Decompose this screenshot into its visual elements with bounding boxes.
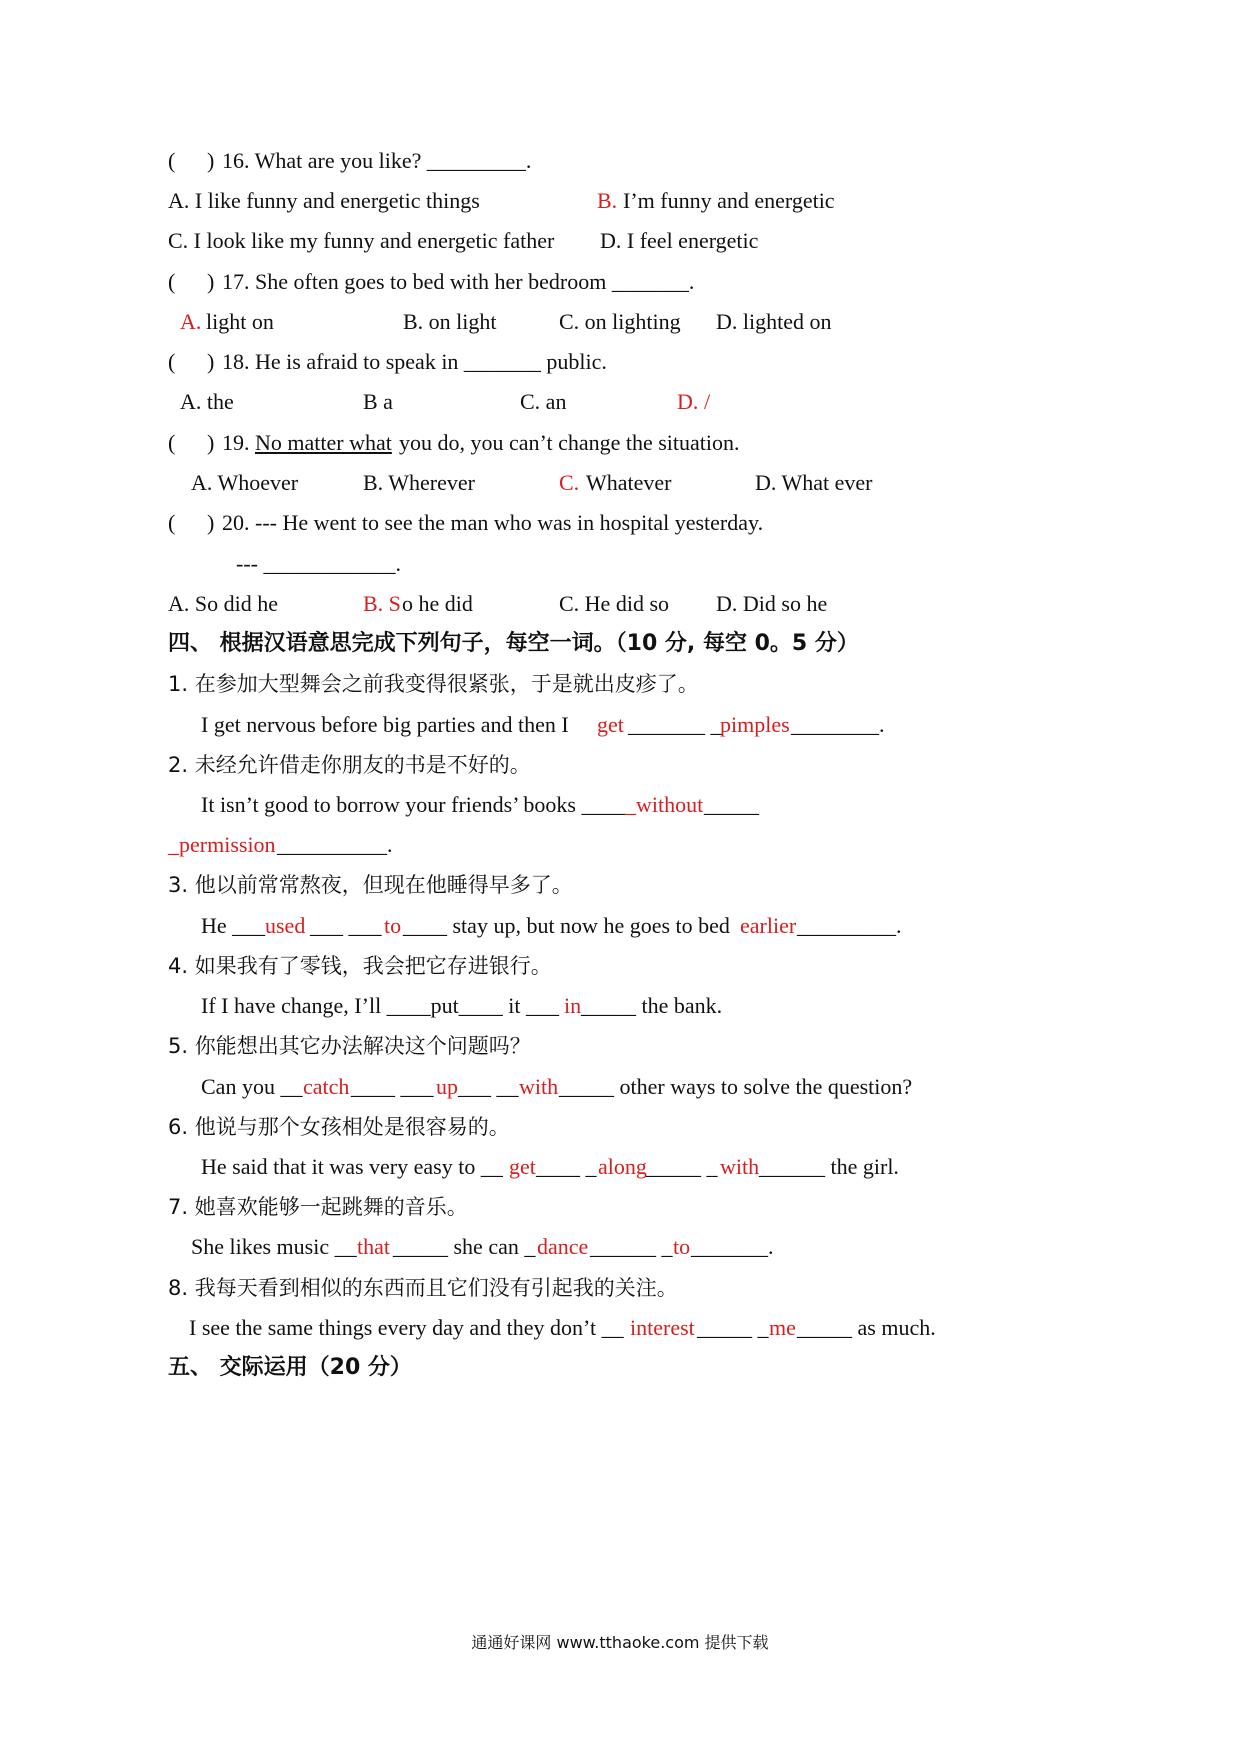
sentence-prefix: It isn’t good to borrow your friends’ books ____ bbox=[201, 792, 626, 817]
answer-paren-close: ) bbox=[207, 430, 215, 455]
option-d: D. What ever bbox=[755, 470, 873, 495]
answer-word: earlier bbox=[740, 913, 797, 938]
blank-line: _________. bbox=[797, 913, 902, 938]
option-b: o he did bbox=[402, 591, 473, 616]
question-stem: you do, you can’t change the situation. bbox=[399, 430, 740, 455]
answer-paren-close: ) bbox=[207, 510, 215, 535]
answer-word: used bbox=[265, 913, 306, 938]
sentence-prefix: I see the same things every day and they don’t __ bbox=[189, 1315, 624, 1340]
option-a: A. the bbox=[180, 389, 234, 414]
answer-word: to bbox=[384, 913, 402, 938]
question-stem: 18. He is afraid to speak in _______ public. bbox=[222, 349, 607, 374]
option-d-letter: D. bbox=[677, 389, 699, 414]
underlined-phrase: No matter what bbox=[255, 430, 392, 455]
blank-line: ________. bbox=[791, 712, 885, 737]
blank-line: _______. bbox=[691, 1234, 774, 1259]
option-b: B a bbox=[363, 389, 393, 414]
answer-word: to bbox=[673, 1234, 691, 1259]
option-a: A. Whoever bbox=[191, 470, 299, 495]
option-b: B. on light bbox=[403, 309, 497, 334]
option-b-letter: B. S bbox=[363, 591, 401, 616]
sentence-end: _____ other ways to solve the question? bbox=[559, 1074, 913, 1099]
option-b-letter: B. bbox=[597, 188, 618, 213]
answer-word: with bbox=[519, 1074, 559, 1099]
answer-word: get bbox=[509, 1154, 536, 1179]
answer-word: along bbox=[598, 1154, 647, 1179]
option-b: I’m funny and energetic bbox=[623, 188, 835, 213]
blank-line: ______ _ bbox=[590, 1234, 673, 1259]
response-blank: --- ____________. bbox=[236, 551, 401, 576]
section-5-heading: 五、 交际运用（20 分） bbox=[168, 1355, 412, 1380]
blank-line: _____ bbox=[704, 792, 759, 817]
answer-word: with bbox=[720, 1154, 760, 1179]
blank-line: _____ _ bbox=[697, 1315, 769, 1340]
item-6-chinese: 6. 他说与那个女孩相处是很容易的。 bbox=[168, 1115, 510, 1139]
answer-paren-open: ( bbox=[168, 510, 176, 535]
answer-paren-open: ( bbox=[168, 269, 176, 294]
blank-line: ____ ___ bbox=[351, 1074, 434, 1099]
sentence-end: ______ the girl. bbox=[759, 1154, 899, 1179]
answer-word: interest bbox=[630, 1315, 695, 1340]
answer-word: catch bbox=[303, 1074, 350, 1099]
item-1-chinese: 1. 在参加大型舞会之前我变得很紧张，于是就出皮疹了。 bbox=[168, 672, 699, 696]
answer-paren-open: ( bbox=[168, 430, 176, 455]
option-c-letter: C. bbox=[559, 470, 580, 495]
answer-word: _without bbox=[625, 792, 704, 817]
option-b: B. Wherever bbox=[363, 470, 475, 495]
sentence-prefix: Can you __ bbox=[201, 1074, 303, 1099]
option-c: Whatever bbox=[586, 470, 672, 495]
answer-paren-open: ( bbox=[168, 349, 176, 374]
option-d: D. Did so he bbox=[716, 591, 828, 616]
answer-word: get bbox=[597, 712, 624, 737]
answer-word: in bbox=[564, 993, 582, 1018]
blank-line: ___ ___ bbox=[310, 913, 382, 938]
answer-paren-close: ) bbox=[207, 148, 215, 173]
blank-line: __________. bbox=[277, 832, 393, 857]
question-stem: 20. --- He went to see the man who was in hospital yesterday. bbox=[222, 510, 764, 535]
sentence-middle: ____ stay up, but now he goes to bed bbox=[403, 913, 730, 938]
option-c: C. an bbox=[520, 389, 567, 414]
answer-paren-close: ) bbox=[207, 269, 215, 294]
question-number: 19. bbox=[222, 430, 250, 455]
option-c: C. He did so bbox=[559, 591, 669, 616]
sentence-prefix: If I have change, I’ll ____put____ it ___ bbox=[201, 993, 560, 1018]
answer-word: me bbox=[769, 1315, 796, 1340]
answer-word: that bbox=[357, 1234, 390, 1259]
answer-word: _permission bbox=[168, 832, 276, 857]
item-5-chinese: 5. 你能想出其它办法解决这个问题吗？ bbox=[168, 1034, 531, 1058]
blank-line: _______ _ bbox=[628, 712, 722, 737]
item-8-chinese: 8. 我每天看到相似的东西而且它们没有引起我的关注。 bbox=[168, 1276, 678, 1300]
answer-word: up bbox=[436, 1074, 458, 1099]
blank-line: ____ _ bbox=[536, 1154, 597, 1179]
answer-word: pimples bbox=[720, 712, 790, 737]
option-a: A. So did he bbox=[168, 591, 278, 616]
sentence-prefix: He said that it was very easy to __ bbox=[201, 1154, 503, 1179]
option-c: C. on lighting bbox=[559, 309, 681, 334]
page-footer: 通通好课网 www.tthaoke.com 提供下载 bbox=[471, 1633, 769, 1652]
sentence-middle: _____ she can _ bbox=[393, 1234, 536, 1259]
sentence-end: _____ the bank. bbox=[581, 993, 723, 1018]
sentence-prefix: I get nervous before big parties and then I bbox=[201, 712, 569, 737]
option-d: D. lighted on bbox=[716, 309, 832, 334]
option-a: light on bbox=[206, 309, 274, 334]
answer-word: dance bbox=[537, 1234, 589, 1259]
question-stem: 17. She often goes to bed with her bedroom _______. bbox=[222, 269, 695, 294]
option-a-letter: A. bbox=[180, 309, 202, 334]
sentence-end: _____ as much. bbox=[797, 1315, 936, 1340]
option-a: A. I like funny and energetic things bbox=[168, 188, 480, 213]
answer-paren-close: ) bbox=[207, 349, 215, 374]
item-3-chinese: 3. 他以前常常熬夜，但现在他睡得早多了。 bbox=[168, 873, 573, 897]
item-4-chinese: 4. 如果我有了零钱，我会把它存进银行。 bbox=[168, 954, 552, 978]
answer-paren-open: ( bbox=[168, 148, 176, 173]
sentence-prefix: She likes music __ bbox=[191, 1234, 357, 1259]
option-d: / bbox=[704, 389, 711, 414]
option-d: D. I feel energetic bbox=[600, 228, 759, 253]
sentence-prefix: He ___ bbox=[201, 913, 266, 938]
option-c: C. I look like my funny and energetic father bbox=[168, 228, 555, 253]
section-4-heading: 四、 根据汉语意思完成下列句子，每空一词。（10 分, 每空 0。5 分） bbox=[168, 631, 859, 656]
blank-line: ___ __ bbox=[458, 1074, 519, 1099]
blank-line: _____ _ bbox=[646, 1154, 718, 1179]
item-7-chinese: 7. 她喜欢能够一起跳舞的音乐。 bbox=[168, 1195, 468, 1219]
question-stem: 16. What are you like? _________. bbox=[222, 148, 532, 173]
item-2-chinese: 2. 未经允许借走你朋友的书是不好的。 bbox=[168, 753, 531, 777]
